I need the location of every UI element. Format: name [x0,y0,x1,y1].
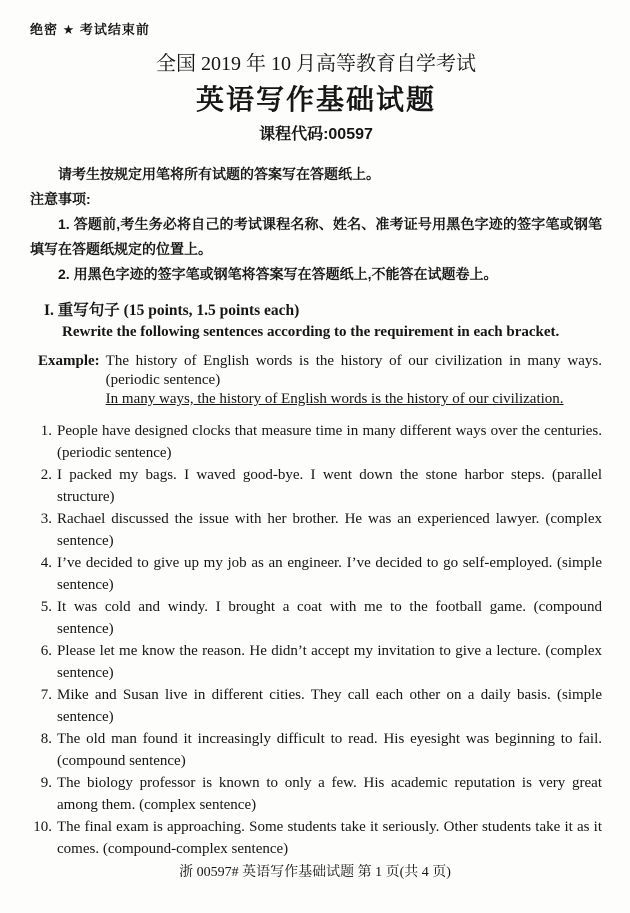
question-text: The final exam is approaching. Some students take it seriously. Other students take it as it comes. (compound-complex sentence) [57,819,602,857]
notice-intro: 请考生按规定用笔将所有试题的答案写在答题纸上。 [58,166,380,182]
notice-item: 2. 用黑色字迹的签字笔或钢笔将答案写在答题纸上,不能答在试题卷上。 [58,266,498,282]
question-item [30,816,602,860]
course-code: 课程代码:00597 [259,126,373,143]
question-text: People have designed clocks that measure time in many different ways over the centuries. (periodic sentence) [57,423,602,461]
question-item [30,728,602,772]
section-1-heading: I. 重写句子 (15 points, 1.5 points each) [44,302,300,319]
page-footer: 浙 00597# 英语写作基础试题 第 1 页(共 4 页) [179,865,451,880]
example-block [38,352,602,409]
question-number: 3. [40,511,52,527]
question-text: I packed my bags. I waved good-bye. I went down the stone harbor steps. (parallel structure) [57,467,602,505]
notice-item: 1. 答题前,考生务必将自己的考试课程名称、姓名、准考证号用黑色字迹的签字笔或钢笔填写在答题纸规定的位置上。 [30,216,602,257]
example-answer: In many ways, the history of English words is the history of our civilization. [105,391,564,407]
question-number: 6. [40,643,52,659]
question-text: Please let me know the reason. He didn’t accept my invitation to give a lecture. (complex sentence) [57,643,602,681]
question-number: 10. [33,819,52,835]
question-item [30,640,602,684]
exam-title: 全国 2019 年 10 月高等教育自学考试 [156,53,476,75]
question-number: 8. [40,731,52,747]
question-text: It was cold and windy. I brought a coat with me to the football game. (compound sentence) [57,599,602,637]
example-text: The history of English words is the history of our civilization in many ways. (periodic sentence) [105,353,602,388]
question-text: Mike and Susan live in different cities. They call each other on a daily basis. (simple sentence) [57,687,602,725]
notice-list [30,212,602,287]
question-text: The old man found it increasingly difficult to read. His eyesight was beginning to fail. (compound sentence) [57,731,602,769]
question-item [30,420,602,464]
section-1-instruction: Rewrite the following sentences according to the requirement in each bracket. [62,324,560,340]
question-item [30,552,602,596]
notice-heading: 注意事项: [30,191,91,207]
example-label: Example: [38,353,100,369]
question-item [30,508,602,552]
question-list [30,420,602,860]
question-item [30,596,602,640]
question-text: The biology professor is known to only a few. His academic reputation is very great among them. (complex sentence) [57,775,602,813]
question-number: 1. [40,423,52,439]
question-item [30,684,602,728]
question-number: 2. [40,467,52,483]
question-item [30,464,602,508]
question-text: I’ve decided to give up my job as an engineer. I’ve decided to go self-employed. (simple sentence) [57,555,602,593]
example-body [106,352,602,409]
classification-banner: 绝密 ★ 考试结束前 [30,22,150,37]
question-number: 4. [40,555,52,571]
question-item [30,772,602,816]
question-number: 9. [40,775,52,791]
question-number: 5. [40,599,52,615]
paper-title: 英语写作基础试题 [195,84,436,115]
question-text: Rachael discussed the issue with her brother. He was an experienced lawyer. (complex sentence) [57,511,602,549]
question-number: 7. [40,687,52,703]
